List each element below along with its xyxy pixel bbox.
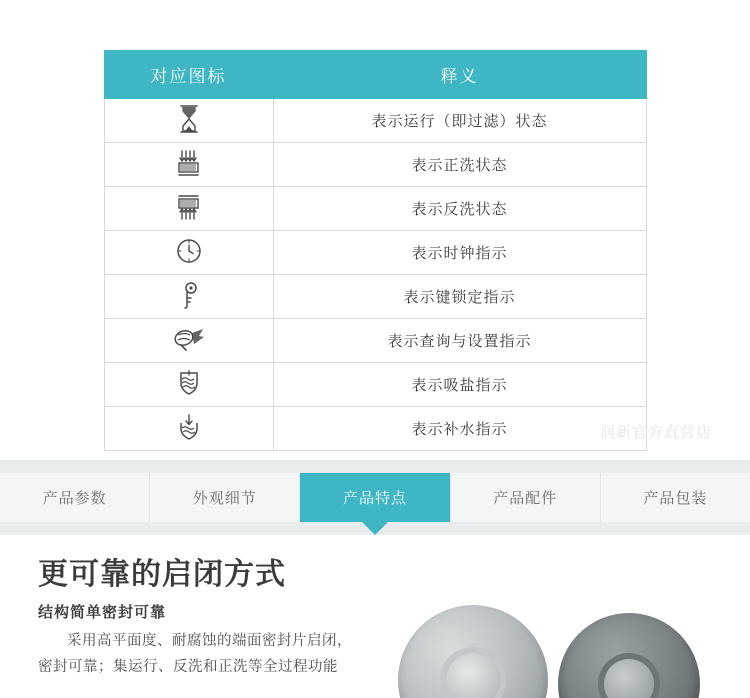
- query-setting-icon: [172, 326, 206, 352]
- upflow-brush-icon: [175, 193, 203, 221]
- table-header-row: [104, 51, 646, 99]
- cell-desc: 表示反洗状态: [273, 187, 646, 231]
- table-row: [104, 363, 646, 407]
- table-row: [104, 231, 646, 275]
- cell-desc: 表示键锁定指示: [273, 275, 646, 319]
- downflow-brush-icon: [175, 149, 203, 177]
- hourglass-icon: [177, 104, 201, 134]
- table-row: [104, 275, 646, 319]
- table-row: [104, 187, 646, 231]
- watermark: 润新官方直营店: [599, 424, 712, 441]
- cell-icon: [104, 99, 273, 143]
- feature-body-line1: 采用高平面度、耐腐蚀的端面密封片启闭，: [67, 633, 352, 649]
- cell-icon: [104, 407, 273, 451]
- feature-subtitle: 结构简单密封可靠: [38, 604, 167, 621]
- brine-draw-icon: [176, 369, 202, 397]
- tab-label: 产品参数: [42, 490, 107, 507]
- cell-icon: [104, 319, 273, 363]
- cell-icon: [104, 187, 273, 231]
- column-header-icon: 对应图标: [104, 51, 273, 99]
- table-body: [104, 99, 646, 451]
- product-photo: [388, 605, 718, 698]
- cell-icon: [104, 275, 273, 319]
- tabbar-container: [0, 460, 750, 535]
- cell-desc: 表示补水指示: [273, 407, 646, 451]
- table-row: [104, 143, 646, 187]
- tab-appearance-details[interactable]: [150, 473, 300, 522]
- feature-title: 更可靠的启闭方式: [38, 558, 286, 591]
- cell-desc: 表示运行（即过滤）状态: [273, 99, 646, 143]
- cell-desc: 表示吸盐指示: [273, 363, 646, 407]
- key-lock-icon: [177, 280, 201, 310]
- clock-icon: [175, 237, 203, 265]
- feature-section: [0, 535, 750, 698]
- tab-label: 外观细节: [192, 490, 257, 507]
- cell-desc: 表示查询与设置指示: [273, 319, 646, 363]
- table-row: [104, 407, 646, 451]
- cell-desc: 表示时钟指示: [273, 231, 646, 275]
- valve-disc-light: [398, 605, 548, 698]
- tab-product-accessories[interactable]: [451, 473, 601, 522]
- table-row: [104, 319, 646, 363]
- tab-product-features[interactable]: [300, 473, 450, 522]
- cell-icon: [104, 143, 273, 187]
- cell-icon: [104, 363, 273, 407]
- refill-water-icon: [176, 413, 202, 441]
- column-header-desc: 释义: [273, 51, 646, 99]
- tab-product-parameters[interactable]: [0, 473, 150, 522]
- icon-legend-table: [104, 50, 647, 451]
- feature-body-line2: 密封可靠；集运行、反洗和正洗等全过程功能: [38, 659, 338, 675]
- cell-icon: [104, 231, 273, 275]
- tabbar: [0, 473, 750, 522]
- valve-disc-dark: [558, 613, 700, 698]
- table-head: [104, 51, 646, 99]
- tab-product-packaging[interactable]: [601, 473, 750, 522]
- feature-body: [38, 628, 368, 680]
- tab-label: 产品特点: [343, 490, 408, 507]
- table-row: [104, 99, 646, 143]
- tab-label: 产品包装: [643, 490, 708, 507]
- cell-desc: 表示正洗状态: [273, 143, 646, 187]
- tab-label: 产品配件: [493, 490, 558, 507]
- active-tab-arrow-icon: [362, 522, 388, 535]
